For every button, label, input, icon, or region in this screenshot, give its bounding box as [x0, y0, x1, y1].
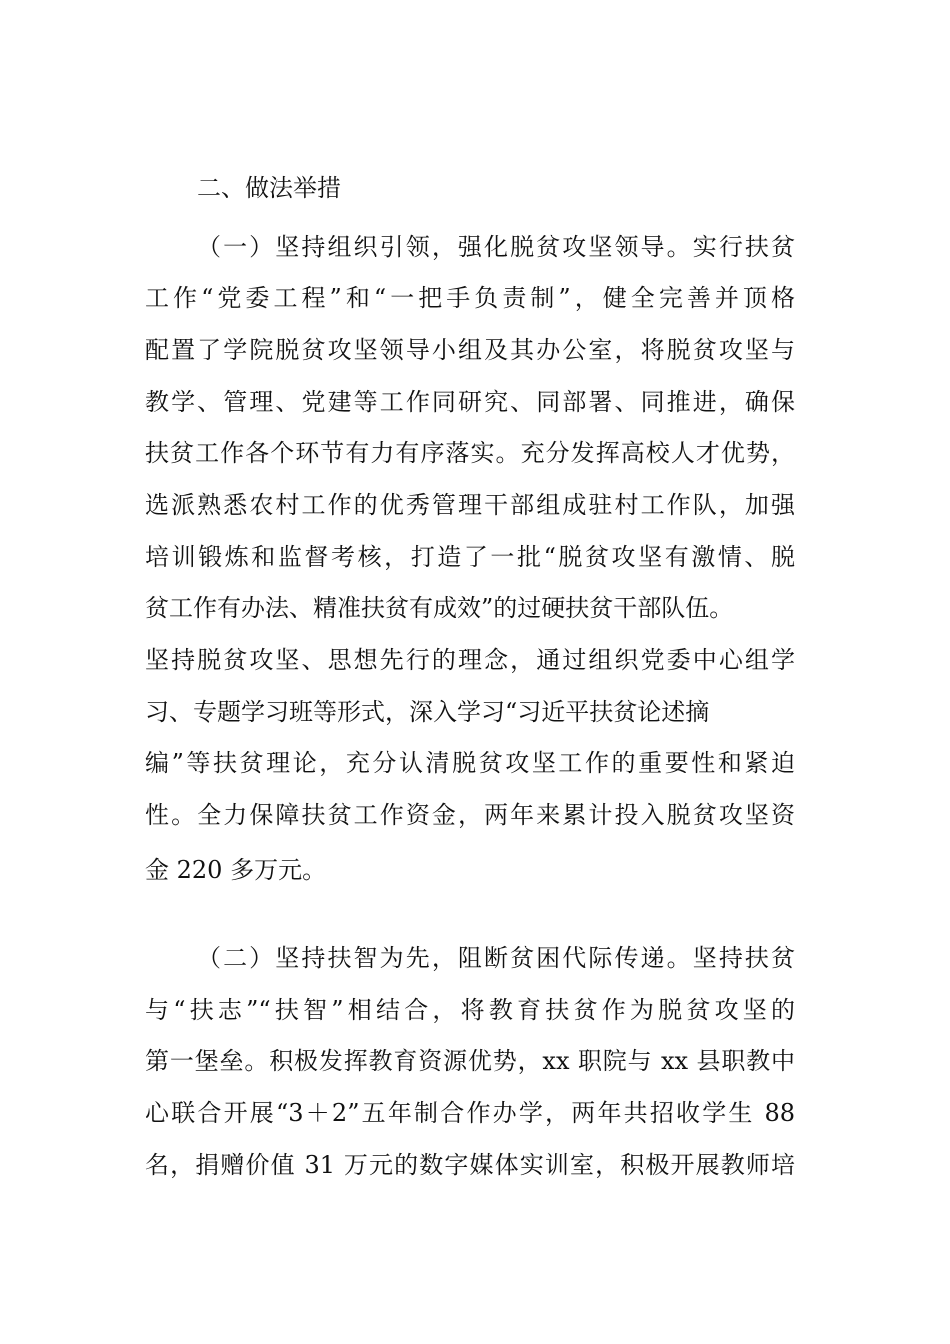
text-line: 工作“党委工程”和“一把手负责制”，健全完善并顶格 [145, 284, 795, 312]
text-line: 习、专题学习班等形式，深入学习“习近平扶贫论述摘 [145, 698, 710, 726]
text-line: 贫工作有办法、精准扶贫有成效”的过硬扶贫干部队伍。 [145, 594, 734, 622]
text-line: 名，捐赠价值 31 万元的数字媒体实训室，积极开展教师培 [145, 1151, 795, 1179]
text-line: 编”等扶贫理论，充分认清脱贫攻坚工作的重要性和紧迫 [145, 749, 795, 777]
text-line: 与“扶志”“扶智”相结合，将教育扶贫作为脱贫攻坚的 [145, 996, 795, 1024]
text-line: 心联合开展“3＋2”五年制合作办学，两年共招收学生 88 [145, 1099, 795, 1127]
text-line: 坚持脱贫攻坚、思想先行的理念，通过组织党委中心组学 [145, 646, 795, 674]
text-line: 金 220 多万元。 [145, 856, 327, 884]
text-line: 第一堡垒。积极发挥教育资源优势，xx 职院与 xx 县职教中 [145, 1047, 795, 1075]
text-line: 性。全力保障扶贫工作资金，两年来累计投入脱贫攻坚资 [145, 801, 795, 829]
text-line: 选派熟悉农村工作的优秀管理干部组成驻村工作队，加强 [145, 491, 795, 519]
text-line: （一）坚持组织引领，强化脱贫攻坚领导。实行扶贫 [197, 233, 795, 261]
text-line: 扶贫工作各个环节有力有序落实。充分发挥高校人才优势， [145, 439, 795, 467]
text-line: （二）坚持扶智为先，阻断贫困代际传递。坚持扶贫 [197, 944, 795, 972]
text-line: 培训锻炼和监督考核，打造了一批“脱贫攻坚有激情、脱 [145, 543, 795, 571]
text-line: 配置了学院脱贫攻坚领导小组及其办公室，将脱贫攻坚与 [145, 336, 795, 364]
text-line: 教学、管理、党建等工作同研究、同部署、同推进，确保 [145, 388, 795, 416]
section-heading: 二、做法举措 [197, 174, 341, 202]
